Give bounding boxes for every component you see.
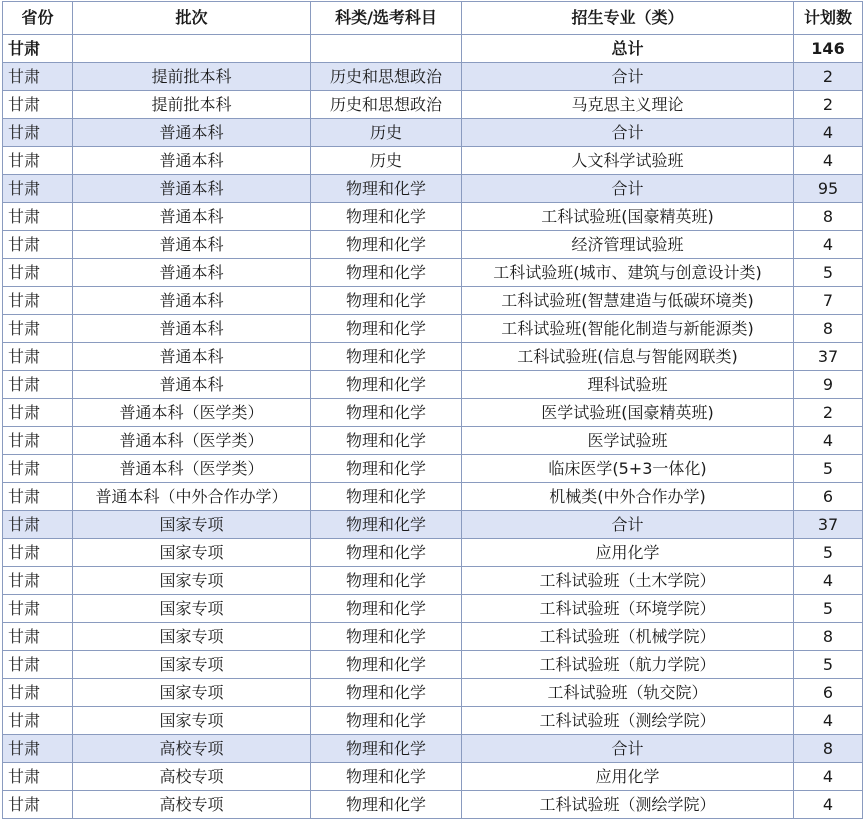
cell-subject: 物理和化学 (311, 679, 462, 707)
cell-batch: 国家专项 (73, 623, 311, 651)
cell-count: 5 (794, 539, 863, 567)
cell-province: 甘肃 (3, 763, 73, 791)
total-major: 总计 (462, 35, 794, 63)
cell-major: 工科试验班(国豪精英班) (462, 203, 794, 231)
cell-count: 2 (794, 91, 863, 119)
cell-count: 4 (794, 427, 863, 455)
cell-major: 临床医学(5+3一体化) (462, 455, 794, 483)
cell-batch: 普通本科 (73, 231, 311, 259)
cell-batch: 国家专项 (73, 707, 311, 735)
cell-subject: 物理和化学 (311, 735, 462, 763)
cell-subject: 物理和化学 (311, 539, 462, 567)
cell-batch: 提前批本科 (73, 63, 311, 91)
cell-province: 甘肃 (3, 63, 73, 91)
table-row (3, 259, 863, 287)
cell-subject: 历史和思想政治 (311, 63, 462, 91)
table-row (3, 315, 863, 343)
cell-subject: 物理和化学 (311, 259, 462, 287)
cell-subject: 物理和化学 (311, 343, 462, 371)
cell-province: 甘肃 (3, 455, 73, 483)
table-row (3, 595, 863, 623)
header-batch: 批次 (73, 2, 311, 35)
cell-count: 2 (794, 63, 863, 91)
cell-count: 37 (794, 343, 863, 371)
cell-subject: 物理和化学 (311, 567, 462, 595)
cell-province: 甘肃 (3, 259, 73, 287)
cell-major: 理科试验班 (462, 371, 794, 399)
table-row (3, 483, 863, 511)
cell-province: 甘肃 (3, 91, 73, 119)
cell-major: 工科试验班（航力学院） (462, 651, 794, 679)
cell-major: 工科试验班(城市、建筑与创意设计类) (462, 259, 794, 287)
subtotal-row (3, 119, 863, 147)
cell-count: 5 (794, 651, 863, 679)
table-row (3, 371, 863, 399)
cell-major: 合计 (462, 175, 794, 203)
cell-major: 工科试验班（测绘学院） (462, 791, 794, 819)
cell-major: 合计 (462, 63, 794, 91)
table-row (3, 763, 863, 791)
cell-subject: 物理和化学 (311, 427, 462, 455)
cell-major: 经济管理试验班 (462, 231, 794, 259)
cell-subject: 历史和思想政治 (311, 91, 462, 119)
cell-province: 甘肃 (3, 595, 73, 623)
cell-count: 4 (794, 147, 863, 175)
total-subject (311, 35, 462, 63)
cell-province: 甘肃 (3, 707, 73, 735)
cell-count: 8 (794, 203, 863, 231)
header-count: 计划数 (794, 2, 863, 35)
cell-major: 工科试验班（轨交院） (462, 679, 794, 707)
table-row (3, 203, 863, 231)
cell-province: 甘肃 (3, 511, 73, 539)
table-row (3, 427, 863, 455)
cell-batch: 高校专项 (73, 735, 311, 763)
table-row (3, 567, 863, 595)
cell-province: 甘肃 (3, 483, 73, 511)
cell-batch: 普通本科（医学类） (73, 399, 311, 427)
cell-province: 甘肃 (3, 119, 73, 147)
cell-subject: 物理和化学 (311, 315, 462, 343)
cell-major: 工科试验班（环境学院） (462, 595, 794, 623)
cell-subject: 物理和化学 (311, 231, 462, 259)
cell-count: 4 (794, 707, 863, 735)
cell-batch: 普通本科 (73, 259, 311, 287)
cell-subject: 物理和化学 (311, 623, 462, 651)
cell-major: 医学试验班 (462, 427, 794, 455)
cell-subject: 物理和化学 (311, 371, 462, 399)
header-major: 招生专业（类） (462, 2, 794, 35)
table-row (3, 707, 863, 735)
table-row (3, 399, 863, 427)
cell-province: 甘肃 (3, 231, 73, 259)
cell-batch: 普通本科 (73, 315, 311, 343)
cell-subject: 历史 (311, 147, 462, 175)
subtotal-row (3, 735, 863, 763)
cell-batch: 普通本科 (73, 147, 311, 175)
cell-subject: 物理和化学 (311, 203, 462, 231)
cell-subject: 物理和化学 (311, 399, 462, 427)
cell-count: 7 (794, 287, 863, 315)
cell-count: 4 (794, 119, 863, 147)
cell-subject: 物理和化学 (311, 175, 462, 203)
cell-major: 合计 (462, 735, 794, 763)
cell-batch: 普通本科（医学类） (73, 427, 311, 455)
total-count: 146 (794, 35, 863, 63)
cell-count: 4 (794, 763, 863, 791)
cell-subject: 物理和化学 (311, 483, 462, 511)
cell-count: 4 (794, 791, 863, 819)
cell-batch: 普通本科 (73, 287, 311, 315)
table-header-row (3, 2, 863, 35)
cell-count: 37 (794, 511, 863, 539)
cell-subject: 历史 (311, 119, 462, 147)
header-subject: 科类/选考科目 (311, 2, 462, 35)
table-row (3, 791, 863, 819)
table-row (3, 651, 863, 679)
cell-province: 甘肃 (3, 651, 73, 679)
cell-batch: 高校专项 (73, 791, 311, 819)
cell-count: 4 (794, 231, 863, 259)
cell-province: 甘肃 (3, 427, 73, 455)
cell-province: 甘肃 (3, 399, 73, 427)
admission-plan-table (2, 1, 863, 819)
cell-province: 甘肃 (3, 679, 73, 707)
cell-count: 2 (794, 399, 863, 427)
cell-province: 甘肃 (3, 343, 73, 371)
cell-major: 工科试验班（机械学院） (462, 623, 794, 651)
cell-province: 甘肃 (3, 539, 73, 567)
cell-major: 工科试验班(智慧建造与低碳环境类) (462, 287, 794, 315)
cell-province: 甘肃 (3, 371, 73, 399)
cell-province: 甘肃 (3, 567, 73, 595)
cell-batch: 普通本科 (73, 203, 311, 231)
cell-province: 甘肃 (3, 315, 73, 343)
cell-major: 工科试验班(智能化制造与新能源类) (462, 315, 794, 343)
cell-province: 甘肃 (3, 791, 73, 819)
cell-subject: 物理和化学 (311, 287, 462, 315)
table-row (3, 343, 863, 371)
cell-subject: 物理和化学 (311, 455, 462, 483)
cell-major: 工科试验班（测绘学院） (462, 707, 794, 735)
subtotal-row (3, 63, 863, 91)
cell-count: 8 (794, 623, 863, 651)
cell-count: 8 (794, 315, 863, 343)
cell-count: 95 (794, 175, 863, 203)
cell-batch: 国家专项 (73, 651, 311, 679)
cell-subject: 物理和化学 (311, 511, 462, 539)
cell-subject: 物理和化学 (311, 651, 462, 679)
table-row (3, 147, 863, 175)
cell-subject: 物理和化学 (311, 791, 462, 819)
cell-batch: 普通本科 (73, 371, 311, 399)
cell-batch: 提前批本科 (73, 91, 311, 119)
subtotal-row (3, 175, 863, 203)
header-province: 省份 (3, 2, 73, 35)
cell-count: 8 (794, 735, 863, 763)
cell-batch: 国家专项 (73, 511, 311, 539)
subtotal-row (3, 511, 863, 539)
cell-major: 应用化学 (462, 763, 794, 791)
cell-count: 9 (794, 371, 863, 399)
cell-batch: 普通本科（医学类） (73, 455, 311, 483)
cell-province: 甘肃 (3, 623, 73, 651)
total-batch (73, 35, 311, 63)
cell-province: 甘肃 (3, 147, 73, 175)
cell-batch: 国家专项 (73, 539, 311, 567)
cell-count: 4 (794, 567, 863, 595)
cell-province: 甘肃 (3, 735, 73, 763)
total-row (3, 35, 863, 63)
cell-province: 甘肃 (3, 287, 73, 315)
cell-province: 甘肃 (3, 203, 73, 231)
table-row (3, 231, 863, 259)
table-row (3, 679, 863, 707)
cell-subject: 物理和化学 (311, 763, 462, 791)
cell-batch: 普通本科 (73, 175, 311, 203)
cell-major: 人文科学试验班 (462, 147, 794, 175)
cell-count: 6 (794, 483, 863, 511)
cell-count: 5 (794, 455, 863, 483)
table-row (3, 539, 863, 567)
cell-subject: 物理和化学 (311, 707, 462, 735)
cell-major: 工科试验班（土木学院） (462, 567, 794, 595)
table-row (3, 91, 863, 119)
total-province: 甘肃 (3, 35, 73, 63)
cell-major: 合计 (462, 119, 794, 147)
cell-major: 医学试验班(国豪精英班) (462, 399, 794, 427)
cell-batch: 普通本科（中外合作办学） (73, 483, 311, 511)
cell-count: 5 (794, 595, 863, 623)
cell-batch: 国家专项 (73, 679, 311, 707)
cell-subject: 物理和化学 (311, 595, 462, 623)
table-row (3, 455, 863, 483)
cell-batch: 国家专项 (73, 567, 311, 595)
cell-major: 机械类(中外合作办学) (462, 483, 794, 511)
cell-province: 甘肃 (3, 175, 73, 203)
cell-major: 合计 (462, 511, 794, 539)
cell-count: 6 (794, 679, 863, 707)
cell-batch: 高校专项 (73, 763, 311, 791)
table-row (3, 287, 863, 315)
table-row (3, 623, 863, 651)
cell-major: 马克思主义理论 (462, 91, 794, 119)
cell-batch: 普通本科 (73, 343, 311, 371)
cell-batch: 国家专项 (73, 595, 311, 623)
cell-major: 工科试验班(信息与智能网联类) (462, 343, 794, 371)
cell-count: 5 (794, 259, 863, 287)
cell-major: 应用化学 (462, 539, 794, 567)
cell-batch: 普通本科 (73, 119, 311, 147)
